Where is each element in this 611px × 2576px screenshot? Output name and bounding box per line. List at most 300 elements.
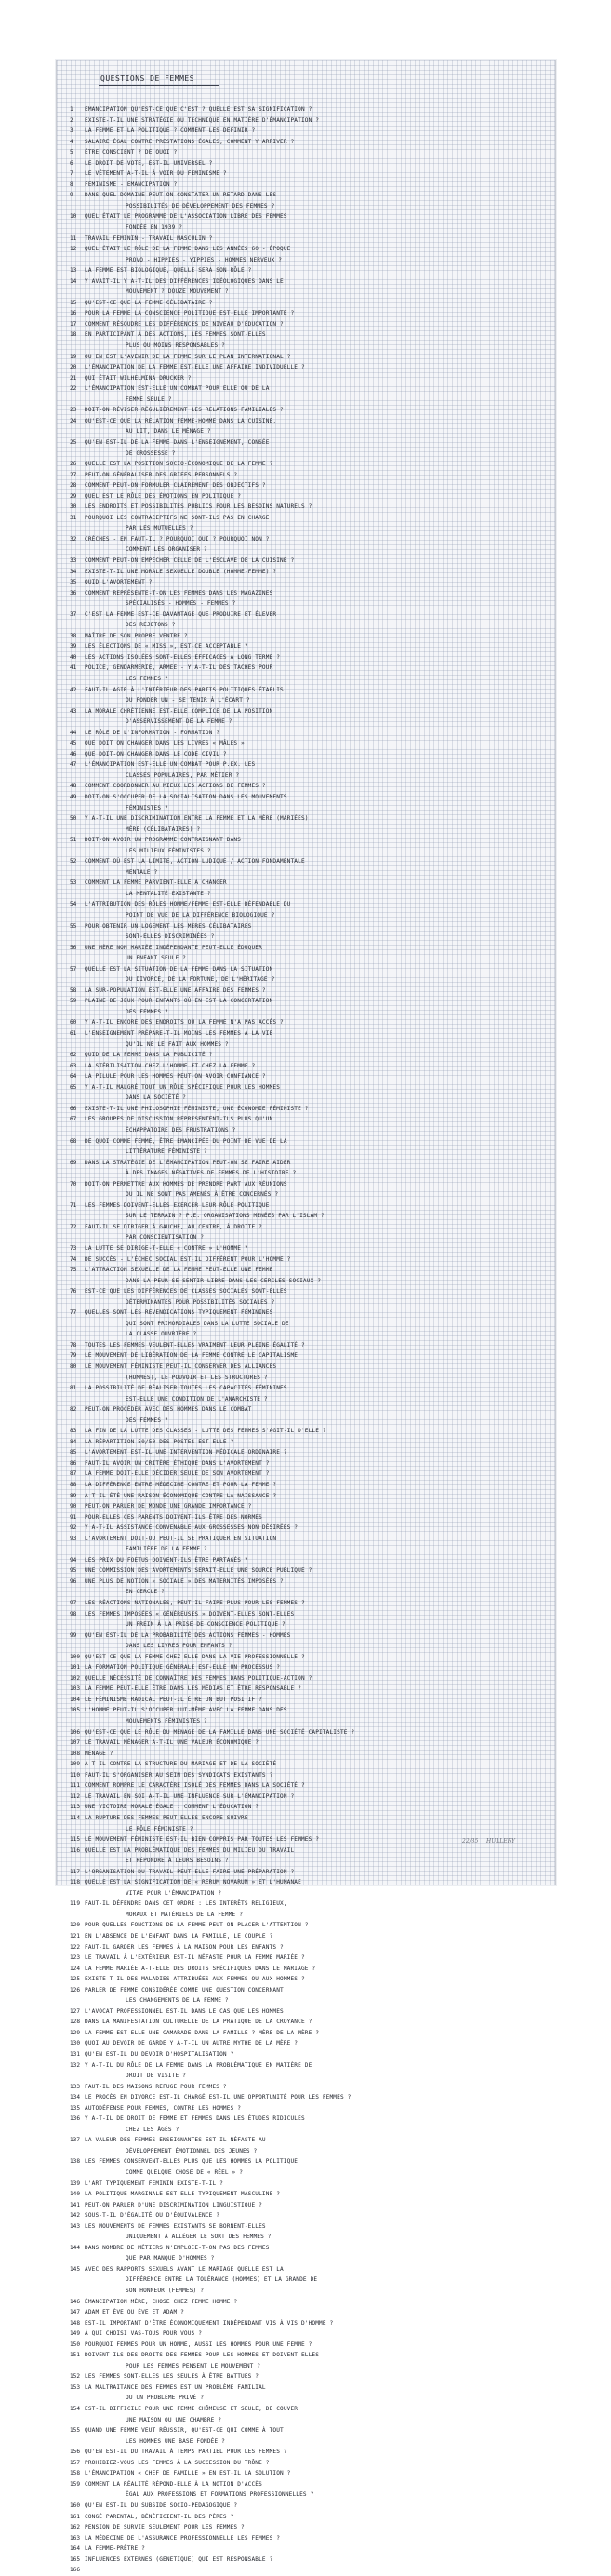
question-line — [70, 2565, 539, 2576]
question-continuation — [70, 889, 539, 900]
question-text: VITAE POUR L'ÉMANCIPATION ? — [126, 1889, 222, 1897]
question-text: LA FEMME DOIT-ELLE DÉCIDER SEULE DE SON AVORTEMENT ? — [85, 1470, 270, 1478]
question-text: DOIT-ON PERMETTRE AUX HOMMES DE PRENDRE PART AUX RÉUNIONS — [85, 1180, 287, 1187]
question-number: 109 — [70, 1761, 81, 1768]
question-text: QUELLES SONT LES REVENDICATIONS TYPIQUEMENT FÉMININES — [85, 1309, 273, 1317]
question-text: COMMENT OÙ EST LA LIMITE, ACTION LUDIQUE / ACTION FONDAMENTALE — [85, 858, 305, 865]
question-number: 30 — [70, 503, 77, 511]
question-continuation — [70, 2286, 539, 2297]
question-line — [70, 588, 539, 599]
question-text: PROHIBIEZ-VOUS LES FEMMES À LA SUCCESSION DU TRÔNE ? — [85, 2459, 270, 2466]
question-text: DOIT-ON AVOIR UN PROGRAMME CONTRAIGNANT DANS — [85, 837, 242, 844]
question-number: 88 — [70, 1482, 77, 1488]
question-text: UN ENFANT SEULE ? — [126, 955, 186, 962]
question-line — [70, 2092, 539, 2103]
question-line — [70, 1523, 539, 1534]
question-number: 39 — [70, 643, 77, 651]
question-line — [70, 1028, 539, 1040]
question-number: 51 — [70, 837, 77, 844]
question-list — [70, 104, 539, 2576]
question-number: 86 — [70, 1459, 77, 1467]
question-text: LE MOUVEMENT DE LIBÉRATION DE LA FEMME CONTRE LE CAPITALISME — [85, 1352, 299, 1360]
question-line — [70, 2179, 539, 2190]
question-number: 52 — [70, 858, 77, 865]
question-text: EXISTE-T-IL UNE STRATÉGIE OU TECHNIQUE EN MATIÈRE D'ÉMANCIPATION ? — [85, 116, 320, 124]
question-text: Y A-T-IL ASSISTANCE CONVENABLE AUX GROSSESSES NON DÉSIRÉES ? — [85, 1524, 299, 1532]
question-text: LES HOMMES UNE BASE FONDÉE ? — [126, 2437, 225, 2445]
question-line — [70, 1727, 539, 1738]
question-line — [70, 706, 539, 718]
question-line — [70, 1469, 539, 1480]
question-text: POUR-ELLES CES PARENTS DOIVENT-ILS ÊTRE DES NORMES — [85, 1513, 262, 1521]
question-line — [70, 2371, 539, 2382]
question-number: 118 — [70, 1879, 81, 1886]
question-text: COMMENT RÉSOUDRE LES DIFFÉRENCES DE NIVEAU D'ÉDUCATION ? — [85, 320, 284, 328]
question-continuation — [70, 1716, 539, 1727]
question-line — [70, 2382, 539, 2394]
question-text: ÉCHAPPATOIRE DES FRUSTRATIONS ? — [126, 1126, 236, 1134]
question-text: DU DIVORCE, DE LA FORTUNE, DE L'HÉRITAGE ? — [126, 976, 275, 984]
question-text: LE FÉMINISME RADICAL PEUT-IL ÊTRE UN BUT POSITIF ? — [85, 1696, 262, 1703]
question-line — [70, 943, 539, 954]
question-continuation — [70, 1888, 539, 1899]
question-line — [70, 556, 539, 567]
question-number: 29 — [70, 492, 77, 500]
question-text: QU'IL NE LE FAIT AUX HOMMES ? — [126, 1040, 229, 1048]
question-text: PARLER DE FEMME CONSIDÉRÉE COMME UNE QUESTION CONCERNANT — [85, 1986, 284, 1993]
question-text: EXISTE-T-IL UNE MORALE SEXUELLE DOUBLE (HOMME-FEMME) ? — [85, 568, 277, 575]
question-text: FÉMINISME - ÉMANCIPATION ? — [85, 181, 178, 188]
question-continuation — [70, 910, 539, 921]
question-number: 23 — [70, 407, 77, 414]
question-line — [70, 878, 539, 889]
question-line — [70, 2082, 539, 2093]
question-line — [70, 2425, 539, 2436]
question-text: PLAINE DE JEUX POUR ENFANTS OÙ EN EST LA CONCERTATION — [85, 998, 273, 1005]
question-text: POURQUOI LES CONTRACEPTIFS NE SONT-ILS PAS EN CHARGE — [85, 514, 270, 521]
question-text: QUELLE NÉCESSITÉ DE CONNAÎTRE DES FEMMES DANS POLITIQUE-ACTION ? — [85, 1674, 312, 1682]
question-number: 85 — [70, 1449, 77, 1456]
question-number: 2 — [70, 116, 73, 124]
question-number: 166 — [70, 2567, 81, 2574]
question-line — [70, 1071, 539, 1082]
question-line — [70, 1222, 539, 1233]
question-line — [70, 1201, 539, 1212]
question-text: LES FEMMES IMPOSÉES « GÉNÉREUSES » DOIVENT-ELLES SONT-ELLES — [85, 1610, 295, 1617]
question-number: 84 — [70, 1438, 77, 1445]
question-number: 64 — [70, 1073, 77, 1080]
question-text: DANS LA PEUR SE SENTIR LIBRE DANS LES CERCLES SOCIAUX ? — [126, 1277, 322, 1284]
question-continuation — [70, 341, 539, 352]
question-number: 48 — [70, 783, 77, 790]
question-text: MORAUX ET MATÉRIELS DE LA FEMME ? — [126, 1911, 244, 1918]
question-text: OU FONDER UN - SE TENIR À L'ÉCART ? — [126, 697, 250, 704]
question-line — [70, 2318, 539, 2329]
question-line — [70, 2113, 539, 2125]
question-text: MENTALE ? — [126, 868, 158, 876]
question-line — [70, 1458, 539, 1469]
question-number: 148 — [70, 2319, 81, 2327]
question-text: LA DIFFÉRENCE ENTRE MÉDECINE CONTRE ET POUR LA FEMME ? — [85, 1482, 277, 1488]
question-text: FAUT-IL AVOIR UN CRITÈRE ÉTHIQUE DANS L'AVORTEMENT ? — [85, 1459, 270, 1467]
question-continuation — [70, 2071, 539, 2082]
question-text: FAMILIÈRE DE LA FEMME ? — [126, 1546, 207, 1553]
question-text: PEUT-ON GÉNÉRALISER DES GRIEFS PERSONNELS ? — [85, 471, 238, 478]
question-continuation — [70, 1189, 539, 1201]
question-number: 45 — [70, 740, 77, 747]
question-line — [70, 567, 539, 578]
question-number: 94 — [70, 1556, 77, 1563]
question-text: UN FREIN À LA PRISE DE CONSCIENCE POLITIQUE ? — [126, 1621, 286, 1629]
question-line — [70, 1254, 539, 1266]
question-text: LA FEMME EST BIOLOGIQUE, QUELLE SERA SON RÔLE ? — [85, 267, 252, 275]
question-text: EN L'ABSENCE DE L'ENFANT DANS LA FAMILLE, LE COUPLE ? — [85, 1932, 273, 1939]
question-text: (HOMMES), LE POUVOIR ET LES STRUCTURES ? — [126, 1374, 268, 1381]
question-text: CLASSES POPULAIRES, PAR MÉTIER ? — [126, 771, 240, 779]
question-text: LES ACTIONS ISOLÉES SONT-ELLES EFFICACES À LONG TERME ? — [85, 653, 281, 661]
question-line — [70, 1104, 539, 1115]
question-number: 124 — [70, 1965, 81, 1972]
question-line — [70, 459, 539, 470]
question-text: LA MENTALITÉ EXISTANTE ? — [126, 890, 211, 897]
question-text: PEUT-ON PARLER D'UNE DISCRIMINATION LINGUISTIQUE ? — [85, 2201, 262, 2208]
question-number: 36 — [70, 589, 77, 597]
question-line — [70, 147, 539, 158]
question-text: PEUT-ON PROCÉDER AVEC DES HOMMES DANS LE COMBAT — [85, 1406, 252, 1414]
question-line — [70, 1050, 539, 1061]
question-line — [70, 2297, 539, 2308]
question-text: CHEZ LES ÂGÉS ? — [126, 2126, 179, 2133]
question-continuation — [70, 426, 539, 437]
question-continuation — [70, 1093, 539, 1104]
question-continuation — [70, 1910, 539, 1921]
question-continuation — [70, 674, 539, 685]
question-line — [70, 652, 539, 664]
question-line — [70, 728, 539, 739]
question-line — [70, 1480, 539, 1491]
question-text: POSSIBILITÉS DE DÉVELOPPEMENT DES FEMMES ? — [126, 202, 275, 209]
question-line — [70, 1749, 539, 1760]
question-text: SUR LE TERRAIN ? P.E. ORGANISATIONS MENÉES PAR L'ISLAM ? — [126, 1213, 325, 1220]
question-number: 55 — [70, 922, 77, 930]
question-continuation — [70, 1856, 539, 1867]
question-text: Y A-T-IL DU RÔLE DE LA FEMME DANS LA PROBLÉMATIQUE EN MATIÈRE DE — [85, 2061, 312, 2069]
question-line — [70, 2307, 539, 2318]
question-continuation — [70, 803, 539, 814]
question-number: 150 — [70, 2341, 81, 2348]
question-number: 54 — [70, 901, 77, 908]
question-text: FAUT-IL AGIR À L'INTÉRIEUR DES PARTIS POLITIQUES ÉTABLIS — [85, 686, 284, 693]
question-number: 149 — [70, 2330, 81, 2338]
question-text: DE QUOI COMME FEMME, ÊTRE ÉMANCIPÉE DU POINT DE VUE DE LA — [85, 1137, 287, 1145]
question-line — [70, 2200, 539, 2211]
question-number: 123 — [70, 1954, 81, 1962]
question-number: 50 — [70, 815, 77, 823]
question-number: 136 — [70, 2115, 81, 2123]
question-text: LA FEMME PEUT-ELLE ÊTRE DANS LES MÉDIAS ET ÊTRE RESPONSABLE ? — [85, 1685, 301, 1693]
question-text: FAUT-IL GARDER LES FEMMES À LA MAISON POUR LES ENFANTS ? — [85, 1943, 284, 1951]
question-number: 59 — [70, 998, 77, 1005]
question-text: LA MÉDECINE DE L'ASSURANCE PROFESSIONNELLE LES FEMMES ? — [85, 2534, 281, 2542]
question-line — [70, 2243, 539, 2254]
question-text: LA FIN DE LA LUTTE DES CLASSES - LUTTE DES FEMMES S'AGIT-IL D'ELLE ? — [85, 1428, 326, 1435]
question-line — [70, 663, 539, 674]
question-number: 111 — [70, 1782, 81, 1790]
question-line — [70, 2543, 539, 2555]
question-text: LA FEMME MARIÉE A-T-ELLE DES DROITS SPÉCIFIQUES DANS LE MARIAGE ? — [85, 1965, 316, 1972]
question-line — [70, 1555, 539, 1566]
question-text: LA RÉPARTITION 50/50 DES POSTES EST-ELLE ? — [85, 1438, 234, 1445]
question-text: L'ÉMANCIPATION « CHEF DE FAMILLE » EN EST-IL LA SOLUTION ? — [85, 2470, 291, 2477]
question-number: 79 — [70, 1352, 77, 1360]
question-line — [70, 986, 539, 997]
question-number: 131 — [70, 2050, 81, 2058]
question-text: LE TRAVAIL MÉNAGER A-T-IL UNE VALEUR ÉCONOMIQUE ? — [85, 1739, 259, 1747]
question-number: 116 — [70, 1846, 81, 1854]
question-line — [70, 308, 539, 319]
question-text: DANS LA STRATÉGIE DE L'ÉMANCIPATION PEUT-ON SE FAIRE AIDER — [85, 1159, 291, 1166]
question-text: EST-IL IMPORTANT D'ÊTRE ÉCONOMIQUEMENT INDÉPENDANT VIS À VIS D'HOMME ? — [85, 2319, 334, 2327]
question-text: PROVO - HIPPIES - YIPPIES - HOMMES NERVEUX ? — [126, 256, 283, 263]
question-text: EN PARTICIPANT À DES ACTIONS, LES FEMMES SONT-ELLES — [85, 331, 266, 339]
question-continuation — [70, 1415, 539, 1427]
question-text: COMMENT LA RÉALITÉ RÉPOND-ELLE À LA NOTION D'ACCÈS — [85, 2480, 262, 2488]
question-line — [70, 1158, 539, 1169]
question-continuation — [70, 932, 539, 943]
question-line — [70, 137, 539, 148]
question-number: 130 — [70, 2040, 81, 2047]
question-line — [70, 1179, 539, 1190]
question-line — [70, 470, 539, 481]
question-text: LES FEMMES CONSERVENT-ELLES PLUS QUE LES HOMMES LA POLITIQUE — [85, 2158, 299, 2166]
question-text: DES FEMMES ? — [126, 1008, 168, 1015]
question-number: 135 — [70, 2104, 81, 2112]
question-line — [70, 437, 539, 449]
question-text: ÉMANCIPATION MÈRE, CHOSE CHEZ FEMME HOMME ? — [85, 2298, 238, 2305]
question-text: LA STÉRILISATION CHEZ L'HOMME ET CHEZ LA FEMME ? — [85, 1062, 256, 1069]
question-text: L'ATTRIBUTION DES RÔLES HOMME/FEMME EST-ELLE DÉFENDABLE DU — [85, 901, 291, 908]
question-line — [70, 1813, 539, 1824]
question-number: 146 — [70, 2298, 81, 2305]
question-text: D'ASSERVISSEMENT DE LA FEMME ? — [126, 718, 232, 726]
question-number: 40 — [70, 653, 77, 661]
question-number: 91 — [70, 1513, 77, 1521]
question-line — [70, 352, 539, 363]
question-line — [70, 211, 539, 222]
question-line — [70, 781, 539, 792]
question-text: QUID L'AVORTEMENT ? — [85, 579, 153, 586]
question-number: 13 — [70, 267, 77, 275]
question-number: 138 — [70, 2158, 81, 2166]
question-number: 151 — [70, 2352, 81, 2359]
question-line — [70, 2350, 539, 2361]
question-number: 25 — [70, 438, 77, 446]
question-text: EMANCIPATION QU'EST-CE QUE C'EST ? QUELLE EST SA SIGNIFICATION ? — [85, 106, 312, 113]
question-text: COMMENT PEUT-ON FORMULER CLAIREMENT DES OBJECTIFS ? — [85, 482, 266, 490]
question-line — [70, 1877, 539, 1888]
question-number: 113 — [70, 1804, 81, 1811]
question-number: 9 — [70, 192, 73, 199]
question-line — [70, 759, 539, 771]
question-text: EXISTE-T-IL DES MALADIES ATTRIBUÉES AUX FEMMES OU AUX HOMMES ? — [85, 1976, 305, 1983]
question-text: QU'EST-CE QUE LA RELATION FEMME-HOMME DANS LA CUISINE, — [85, 417, 277, 424]
question-continuation — [70, 395, 539, 406]
question-text: C'EST LA FEMME EST-CE DAVANTAGE QUE PRODUIRE ET ÉLEVER — [85, 610, 277, 618]
question-line — [70, 2135, 539, 2146]
question-number: 125 — [70, 1976, 81, 1983]
question-text: ET RÉPONDRE À LEURS BESOINS ? — [126, 1858, 229, 1865]
question-line — [70, 1737, 539, 1749]
question-line — [70, 2468, 539, 2479]
question-number: 155 — [70, 2427, 81, 2435]
question-number: 110 — [70, 1771, 81, 1778]
question-text: DOIT-ON S'OCCUPER DE LA SOCIALISATION DANS LES MOUVEMENTS — [85, 794, 287, 800]
question-number: 132 — [70, 2061, 81, 2069]
question-line — [70, 2340, 539, 2351]
question-number: 114 — [70, 1814, 81, 1821]
question-continuation — [70, 255, 539, 266]
question-line — [70, 1576, 539, 1588]
question-number: 38 — [70, 632, 77, 639]
question-text: Y A-T-IL UNE DISCRIMINATION ENTRE LA FEMME ET LA MÈRE (MARIÉES) — [85, 815, 309, 823]
question-continuation — [70, 1232, 539, 1243]
question-text: EXISTE-T-IL UNE PHILOSOPHIE FÉMINISTE, UNE ÉCONOMIE FÉMINISTE ? — [85, 1105, 309, 1112]
question-number: 47 — [70, 761, 77, 769]
question-number: 80 — [70, 1362, 77, 1370]
question-number: 128 — [70, 2019, 81, 2026]
question-number: 26 — [70, 461, 77, 468]
question-number: 112 — [70, 1792, 81, 1800]
question-continuation — [70, 544, 539, 556]
question-continuation — [70, 1587, 539, 1598]
question-number: 156 — [70, 2449, 81, 2456]
question-number: 4 — [70, 138, 73, 145]
question-continuation — [70, 2393, 539, 2404]
question-text: CONGÉ PARENTAL, BÉNÉFICIENT-IL DES PÈRES ? — [85, 2513, 234, 2520]
question-text: LES FEMMES SONT-ELLES LES SEULES À ÊTRE BATTUES ? — [85, 2373, 259, 2381]
question-text: SON HONNEUR (FEMMES) ? — [126, 2288, 205, 2295]
question-line — [70, 738, 539, 749]
question-text: LA FEMME-PRÊTRE ? — [85, 2545, 145, 2553]
question-number: 41 — [70, 664, 77, 672]
question-text: DÉTERMINANTES POUR POSSIBILITÉS SOCIALES ? — [126, 1298, 275, 1306]
question-text: INFLUENCES EXTERNES (GÉNÉTIQUE) QUI EST RESPONSABLE ? — [85, 2556, 273, 2563]
question-text: DROIT DE VISITE ? — [126, 2073, 186, 2080]
question-continuation — [70, 1276, 539, 1287]
question-number: 98 — [70, 1610, 77, 1617]
question-line — [70, 2512, 539, 2523]
question-line — [70, 168, 539, 180]
question-number: 78 — [70, 1341, 77, 1348]
question-text: ÉGAL AUX PROFESSIONS ET FORMATIONS PROFESSIONNELLES ? — [126, 2491, 314, 2499]
question-text: LA FEMME ET LA POLITIQUE ? COMMENT LES DÉFINIR ? — [85, 127, 256, 135]
question-line — [70, 2210, 539, 2221]
question-number: 83 — [70, 1428, 77, 1435]
question-line — [70, 329, 539, 341]
question-number: 15 — [70, 299, 77, 306]
question-line — [70, 1630, 539, 1642]
question-continuation — [70, 2361, 539, 2372]
question-text: LES PRIX DU FOETUS DOIVENT-ILS ÊTRE PARTAGÉS ? — [85, 1556, 248, 1563]
question-number: 104 — [70, 1696, 81, 1703]
question-line — [70, 749, 539, 760]
question-text: FAUT-IL SE DIRIGER À GAUCHE, AU CENTRE, À DROITE ? — [85, 1223, 262, 1230]
question-text: TRAVAIL FÉMININ - TRAVAIL MASCULIN ? — [85, 235, 213, 242]
question-line — [70, 2533, 539, 2544]
question-text: QU'EN EST-IL DE LA PROBABILITÉ DES ACTIONS FEMMES - HOMMES — [85, 1631, 291, 1639]
question-text: MOUVEMENT ? DOUZE MOUVEMENT ? — [126, 288, 229, 296]
question-text: QUEL ÉTAIT LE PROGRAMME DE L'ASSOCIATION LIBRE DES FEMMES — [85, 213, 287, 221]
question-text: QUID DE LA FEMME DANS LA PUBLICITÉ ? — [85, 1052, 213, 1059]
question-line — [70, 180, 539, 191]
question-text: POINT DE VUE DE LA DIFFÉRENCE BIOLOGIQUE ? — [126, 912, 275, 919]
question-text: PAR LES MUTUELLES ? — [126, 525, 193, 532]
question-text: DOIVENT-ILS DES DROITS DES FEMMES POUR LES HOMMES ET DOIVENT-ELLES — [85, 2352, 320, 2359]
question-text: FAUT-IL DÉFENDRE DANS CET ORDRE : LES INTÉRÊTS RELIGIEUX, — [85, 1900, 287, 1908]
question-text: LES ENDROITS ET POSSIBILITÉS PUBLICS POUR LES BESOINS NATURELS ? — [85, 503, 312, 511]
question-text: QU'EN EST-IL DE LA FEMME DANS L'ENSEIGNEMENT, CONSÉE — [85, 438, 270, 446]
question-number: 122 — [70, 1943, 81, 1951]
question-text: SOUS-T-IL D'ÉGALITÉ OU D'ÉQUIVALENCE ? — [85, 2212, 220, 2220]
question-number: 82 — [70, 1406, 77, 1414]
question-number: 18 — [70, 331, 77, 339]
title-underline — [99, 85, 219, 86]
question-text: L'ÉMANCIPATION EST-ELLE UN COMBAT POUR P.EX. LES — [85, 761, 256, 769]
question-text: DANS LA MANIFESTATION CULTURELLE DE LA PRATIQUE DE LA CROYANCE ? — [85, 2019, 312, 2026]
question-number: 119 — [70, 1900, 81, 1908]
question-line — [70, 2404, 539, 2415]
question-continuation — [70, 1329, 539, 1340]
question-number: 107 — [70, 1739, 81, 1747]
question-line — [70, 899, 539, 910]
question-text: LA MORALE CHRÉTIENNE EST-ELLE COMPLICE DE LA POSITION — [85, 707, 273, 715]
question-text: COMMENT LA FEMME PARVIENT-ELLE À CHANGER — [85, 879, 227, 887]
question-line — [70, 276, 539, 288]
question-number: 106 — [70, 1728, 81, 1736]
question-continuation — [70, 1211, 539, 1222]
question-continuation — [70, 1641, 539, 1652]
question-text: FEMME SEULE ? — [126, 396, 172, 403]
question-text: LA VALEUR DES FEMMES ENSEIGNANTES EST-IL NÉFASTE AU — [85, 2137, 266, 2144]
question-number: 157 — [70, 2459, 81, 2466]
question-line — [70, 2522, 539, 2533]
question-text: Y A-T-IL ENCORE DES ENDROITS OÙ LA FEMME N'A PAS ACCÈS ? — [85, 1019, 284, 1026]
question-line — [70, 685, 539, 696]
question-number: 102 — [70, 1674, 81, 1682]
question-continuation — [70, 1007, 539, 1018]
question-line — [70, 1673, 539, 1684]
question-line — [70, 2038, 539, 2049]
question-line — [70, 1491, 539, 1502]
question-number: 81 — [70, 1385, 77, 1392]
question-number: 43 — [70, 707, 77, 715]
question-number: 12 — [70, 246, 77, 253]
question-continuation — [70, 1824, 539, 1835]
question-line — [70, 2555, 539, 2566]
question-number: 28 — [70, 482, 77, 490]
question-line — [70, 1350, 539, 1362]
question-number: 75 — [70, 1267, 77, 1274]
question-continuation — [70, 717, 539, 728]
question-number: 145 — [70, 2265, 81, 2273]
question-text: LE RÔLE DE L'INFORMATION - FORMATION ? — [85, 729, 220, 736]
question-number: 11 — [70, 235, 77, 242]
question-line — [70, 1308, 539, 1319]
question-line — [70, 2501, 539, 2512]
question-number: 152 — [70, 2373, 81, 2381]
question-number: 115 — [70, 1836, 81, 1844]
question-line — [70, 362, 539, 373]
